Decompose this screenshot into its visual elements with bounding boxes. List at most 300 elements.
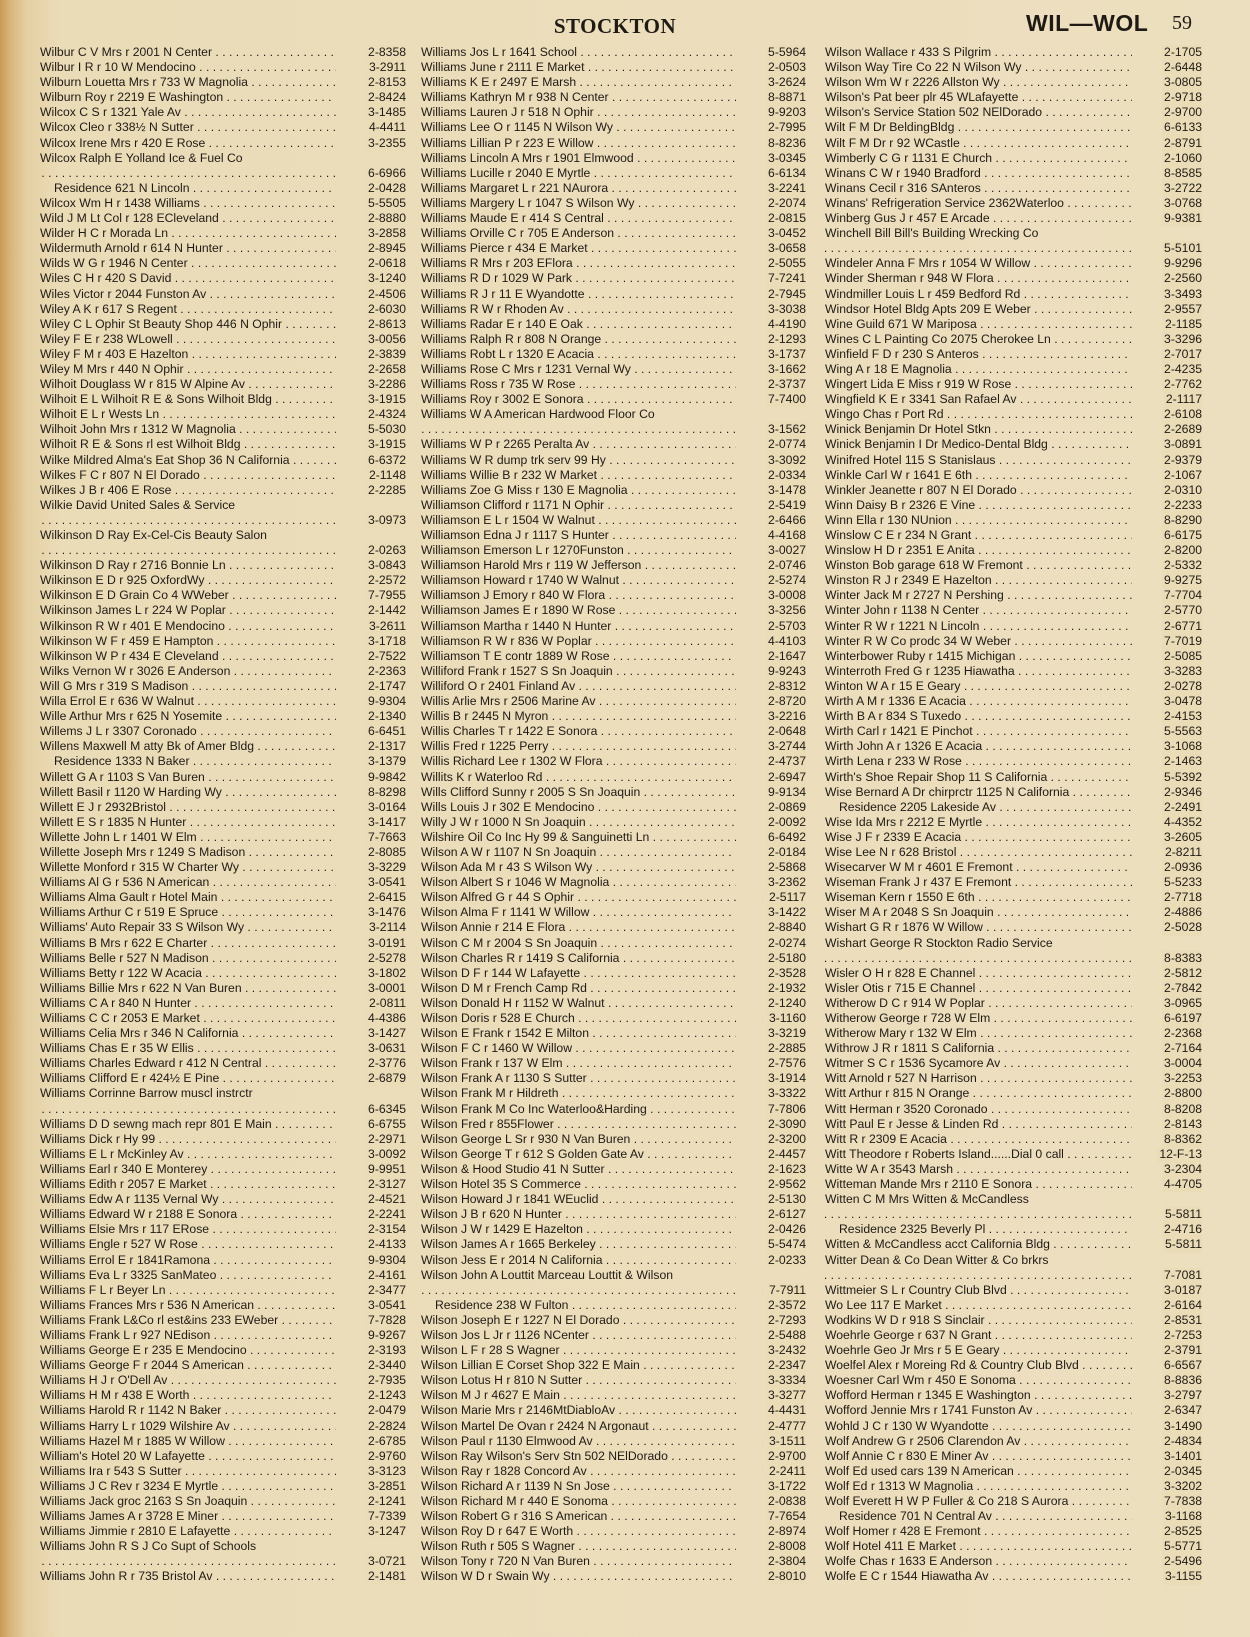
entry-listing: Woesner Carl Wm r 450 E Sonoma . . .	[825, 1373, 1132, 1388]
entry-listing: Williams Radar E r 140 E Oak . . .	[421, 317, 736, 332]
entry-listing: Williams Lucille r 2040 E Myrtle . . .	[421, 166, 736, 181]
entry-phone: 2-5085	[1164, 648, 1202, 663]
entry-phone: 2-1623	[768, 1161, 806, 1176]
directory-entry	[40, 362, 406, 377]
entry-phone: 3-1718	[368, 633, 406, 648]
entry-listing: Wilburn Roy r 2219 E Washington . . .	[40, 90, 336, 105]
entry-phone: 2-6127	[768, 1207, 806, 1222]
entry-phone: 2-5130	[768, 1192, 806, 1207]
directory-entry	[825, 317, 1202, 332]
entry-listing: Wisler O H r 828 E Channel . . .	[825, 966, 1132, 981]
entry-listing: Witt R r 2309 E Acacia . . .	[825, 1132, 1132, 1147]
entry-phone: 4-4103	[768, 633, 806, 648]
directory-entry	[825, 1388, 1202, 1403]
entry-listing: Wiles Victor r 2044 Funston Av . . .	[40, 287, 336, 302]
entry-phone: 3-0541	[368, 1297, 406, 1312]
column-1	[40, 45, 406, 1590]
directory-entry	[825, 664, 1202, 679]
directory-entry	[825, 136, 1202, 151]
entry-listing: Wilkinson W P r 434 E Cleveland . . .	[40, 649, 336, 664]
directory-entry	[825, 422, 1202, 437]
entry-phone: 4-4190	[768, 316, 806, 331]
directory-entry	[825, 437, 1202, 452]
entry-phone: 9-9267	[368, 1327, 406, 1342]
directory-entry	[421, 558, 806, 573]
entry-listing: Wirth Carl r 1421 E Pinchot . . .	[825, 724, 1132, 739]
entry-phone: 2-5770	[1164, 603, 1202, 618]
directory-entry	[40, 392, 406, 407]
entry-listing: Wilkinson E D r 925 OxfordWy . . .	[40, 573, 336, 588]
directory-entry	[421, 1177, 806, 1192]
entry-listing: Williams Arthur C r 519 E Spruce . . .	[40, 905, 336, 920]
entry-phone: 2-9562	[768, 1177, 806, 1192]
directory-entry	[825, 362, 1202, 377]
directory-entry	[825, 1403, 1202, 1418]
entry-listing: Williams Lee O r 1145 N Wilson Wy . . .	[421, 120, 736, 135]
directory-entry	[421, 483, 806, 498]
directory-entry	[421, 1403, 806, 1418]
entry-listing: Winick Benjamin I Dr Medico-Dental Bldg . . .	[825, 437, 1132, 452]
directory-entry	[825, 151, 1202, 166]
entry-phone: 3-2605	[1164, 829, 1202, 844]
entry-phone: 3-3092	[768, 452, 806, 467]
entry-phone: 2-6030	[368, 301, 406, 316]
entry-phone: 3-2286	[368, 377, 406, 392]
entry-listing: Woelfel Alex r Moreing Rd & Country Club Blvd . . .	[825, 1358, 1132, 1373]
entry-phone: 3-3277	[768, 1388, 806, 1403]
entry-phone: 8-8362	[1164, 1131, 1202, 1146]
entry-listing: Williams Frank L&Co rl est&ins 233 EWeber . . .	[40, 1313, 336, 1328]
entry-phone: 2-5419	[768, 497, 806, 512]
entry-listing: Winifred Hotel 115 S Stanislaus . . .	[825, 453, 1132, 468]
directory-entry	[40, 573, 406, 588]
directory-entry	[421, 1041, 806, 1056]
directory-entry	[421, 739, 806, 754]
directory-entry	[40, 619, 406, 634]
entry-phone: 3-2611	[368, 618, 406, 633]
entry-phone: 3-1476	[368, 905, 406, 920]
entry-listing: Williams Al G r 536 N American . . .	[40, 875, 336, 890]
entry-listing: Wilson Doris r 528 E Church . . .	[421, 1011, 736, 1026]
entry-listing: Willette Monford r 315 W Charter Wy . . .	[40, 860, 336, 875]
entry-phone: 3-3493	[1164, 286, 1202, 301]
directory-entry	[40, 1207, 406, 1222]
entry-listing: Witt Theodore r Roberts Island......Dial 0 call . . .	[825, 1147, 1132, 1162]
entry-listing: Wilson F C r 1460 W Willow . . .	[421, 1041, 736, 1056]
entry-listing: Williams Kathryn M r 938 N Center . . .	[421, 90, 736, 105]
directory-entry	[40, 1147, 406, 1162]
entry-phone: 2-1463	[1164, 754, 1202, 769]
entry-listing: Wilson Frank r 137 W Elm . . .	[421, 1056, 736, 1071]
directory-entry	[421, 437, 806, 452]
entry-phone: 2-2824	[368, 1418, 406, 1433]
entry-phone: 2-4324	[368, 407, 406, 422]
entry-listing: Williams Belle r 527 N Madison . . .	[40, 951, 336, 966]
entry-phone: 5-5964	[768, 45, 806, 59]
directory-entry	[40, 136, 406, 151]
directory-entry	[40, 75, 406, 90]
directory-entry	[825, 1539, 1202, 1554]
entry-listing: Wilhoit R E & Sons rl est Wilhoit Bldg . . .	[40, 437, 336, 452]
entry-phone: 5-5474	[768, 1237, 806, 1252]
entry-phone: 2-8424	[368, 90, 406, 105]
entry-phone: 5-5030	[368, 422, 406, 437]
entry-listing: Wirth A M r 1336 E Acacia . . .	[825, 694, 1132, 709]
entry-listing: Williams Celia Mrs r 346 N California . . .	[40, 1026, 336, 1041]
entry-listing: Wolf Annie C r 830 E Miner Av . . .	[825, 1449, 1132, 1464]
directory-entry	[421, 226, 806, 241]
directory-entry	[825, 528, 1202, 543]
directory-entry	[40, 1192, 406, 1207]
entry-phone: 2-2347	[768, 1358, 806, 1373]
entry-listing: Williams John R r 735 Bristol Av . . .	[40, 1569, 336, 1584]
entry-phone: 2-3528	[768, 965, 806, 980]
directory-entry	[40, 1524, 406, 1539]
directory-entry	[421, 1539, 806, 1554]
directory-entry	[40, 166, 406, 181]
entry-listing: Williams C A r 840 N Hunter . . .	[40, 996, 336, 1011]
directory-entry	[825, 936, 1202, 951]
directory-entry	[40, 1056, 406, 1071]
directory-entry	[421, 211, 806, 226]
directory-entry	[421, 1071, 806, 1086]
directory-entry	[825, 1162, 1202, 1177]
entry-listing	[40, 543, 336, 558]
entry-phone: 5-5771	[1164, 1539, 1202, 1554]
entry-listing: Williams Dick r Hy 99 . . .	[40, 1132, 336, 1147]
directory-entry	[825, 75, 1202, 90]
entry-phone: 3-1485	[368, 105, 406, 120]
entry-phone: 5-5101	[1164, 241, 1202, 256]
directory-entry	[421, 1011, 806, 1026]
directory-entry	[421, 1283, 806, 1298]
entry-phone: 7-7663	[368, 829, 406, 844]
directory-entry	[421, 1419, 806, 1434]
entry-phone: 9-9296	[1164, 256, 1202, 271]
directory-entry	[825, 1026, 1202, 1041]
entry-listing: Winston R J r 2349 E Hazelton . . .	[825, 573, 1132, 588]
directory-entry	[40, 860, 406, 875]
directory-entry	[421, 1237, 806, 1252]
entry-phone: 2-7762	[1164, 377, 1202, 392]
directory-entry	[40, 936, 406, 951]
entry-listing: Williams D D sewng mach repr 801 E Main . . .	[40, 1117, 336, 1132]
directory-entry	[825, 1419, 1202, 1434]
entry-phone: 2-3200	[768, 1131, 806, 1146]
entry-listing: Wild J M Lt Col r 128 ECleveland . . .	[40, 211, 336, 226]
directory-entry	[40, 302, 406, 317]
directory-entry	[825, 468, 1202, 483]
entry-listing: Winslow H D r 2351 E Anita . . .	[825, 543, 1132, 558]
entry-listing: Wilson J B r 620 N Hunter . . .	[421, 1207, 736, 1222]
entry-listing: Winter Jack M r 2727 N Pershing . . .	[825, 588, 1132, 603]
entry-listing: Wilhoit John Mrs r 1312 W Magnolia . . .	[40, 422, 336, 437]
entry-listing: Witt Herman r 3520 Coronado . . .	[825, 1102, 1132, 1117]
entry-phone: 2-3839	[368, 346, 406, 361]
entry-phone: 3-2624	[768, 75, 806, 90]
entry-listing: Williams Margaret L r 221 NAurora . . .	[421, 181, 736, 196]
entry-listing	[825, 1268, 1132, 1283]
entry-phone: 7-7400	[768, 392, 806, 407]
directory-entry	[825, 166, 1202, 181]
directory-entry	[421, 1464, 806, 1479]
entry-listing: Winkler Jeanette r 807 N El Dorado . . .	[825, 483, 1132, 498]
entry-listing: Winston Bob garage 618 W Fremont . . .	[825, 558, 1132, 573]
entry-listing: Wilson E Frank r 1542 E Milton . . .	[421, 1026, 736, 1041]
directory-entry	[825, 981, 1202, 996]
directory-entry	[421, 105, 806, 120]
entry-phone: 3-2114	[368, 920, 406, 935]
entry-phone: 2-1747	[368, 678, 406, 693]
entry-phone: 9-9203	[768, 105, 806, 120]
directory-entry	[40, 1479, 406, 1494]
directory-entry	[825, 105, 1202, 120]
entry-phone: 3-3038	[768, 301, 806, 316]
entry-listing: Williamson Harold Mrs r 119 W Jefferson . . .	[421, 558, 736, 573]
directory-entry	[421, 1253, 806, 1268]
directory-entry	[825, 890, 1202, 905]
entry-listing: Williams Roy r 3002 E Sonora . . .	[421, 392, 736, 407]
entry-listing: Residence 2205 Lakeside Av . . .	[839, 800, 1132, 815]
entry-phone: 6-6133	[1164, 120, 1202, 135]
directory-entry	[40, 105, 406, 120]
entry-listing	[825, 1207, 1132, 1222]
directory-entry	[40, 1313, 406, 1328]
entry-listing: Winter John r 1138 N Center . . .	[825, 603, 1132, 618]
entry-listing: Wilson Robert G r 316 S American . . .	[421, 1509, 736, 1524]
entry-phone: 2-7842	[1164, 980, 1202, 995]
directory-entry	[421, 815, 806, 830]
entry-phone: 4-4431	[768, 1403, 806, 1418]
directory-entry	[40, 45, 406, 60]
entry-phone: 2-6347	[1164, 1403, 1202, 1418]
entry-phone: 3-3334	[768, 1373, 806, 1388]
directory-entry	[421, 1298, 806, 1313]
directory-entry	[825, 347, 1202, 362]
directory-entry	[40, 271, 406, 286]
column-3	[825, 45, 1202, 1590]
directory-entry	[825, 1283, 1202, 1298]
entry-listing: Willis Charles T r 1422 E Sonora . . .	[421, 724, 736, 739]
entry-listing: Winter R W Co prodc 34 W Weber . . .	[825, 634, 1132, 649]
directory-entry	[40, 694, 406, 709]
directory-entry	[825, 181, 1202, 196]
entry-phone: 2-6879	[368, 1071, 406, 1086]
entry-phone: 6-6451	[368, 724, 406, 739]
entry-phone: 2-6785	[368, 1433, 406, 1448]
entry-phone: 2-3154	[368, 1222, 406, 1237]
entry-listing: Wilson Wm W r 2226 Allston Wy . . .	[825, 75, 1132, 90]
entry-listing: Wille Arthur Mrs r 625 N Yosemite . . .	[40, 709, 336, 724]
entry-phone: 2-4506	[368, 286, 406, 301]
entry-phone: 3-2432	[768, 1343, 806, 1358]
entry-phone: 2-5496	[1164, 1554, 1202, 1569]
entry-phone: 2-1442	[368, 603, 406, 618]
entry-listing: Willy J W r 1000 N Sn Joaquin . . .	[421, 815, 736, 830]
entry-phone: 2-8008	[768, 1539, 806, 1554]
entry-listing: Winder Sherman r 948 W Flora . . .	[825, 271, 1132, 286]
entry-phone: 6-6372	[368, 452, 406, 467]
entry-listing: Williams J C Rev r 3234 E Myrtle . . .	[40, 1479, 336, 1494]
directory-entry	[421, 1434, 806, 1449]
directory-entry	[825, 287, 1202, 302]
directory-entry	[40, 498, 406, 513]
entry-listing: Wilson Tony r 720 N Van Buren . . .	[421, 1554, 736, 1569]
entry-listing: Wodkins W D r 918 S Sinclair . . .	[825, 1313, 1132, 1328]
directory-entry	[421, 468, 806, 483]
directory-entry	[40, 1026, 406, 1041]
entry-listing: Williams June r 2111 E Market . . .	[421, 60, 736, 75]
entry-phone: 3-1562	[768, 422, 806, 437]
entry-phone: 2-8200	[1164, 543, 1202, 558]
entry-phone: 3-1722	[768, 1478, 806, 1493]
directory-entry	[825, 1102, 1202, 1117]
directory-entry	[40, 1388, 406, 1403]
directory-entry	[825, 1071, 1202, 1086]
entry-listing: Wolf Homer r 428 E Fremont . . .	[825, 1524, 1132, 1539]
entry-listing: Wiles C H r 420 S David . . .	[40, 271, 336, 286]
entry-listing: Witt Paul E r Jesse & Linden Rd . . .	[825, 1117, 1132, 1132]
entry-phone: 3-1427	[368, 1026, 406, 1041]
entry-listing: Wise Lee N r 628 Bristol . . .	[825, 845, 1132, 860]
directory-entry	[40, 1222, 406, 1237]
entry-phone: 8-8236	[768, 135, 806, 150]
directory-entry	[40, 226, 406, 241]
entry-phone: 3-0631	[368, 1041, 406, 1056]
entry-phone: 3-1160	[768, 1011, 806, 1025]
entry-listing: Winn Daisy B r 2326 E Vine . . .	[825, 498, 1132, 513]
entry-listing: Wohld J C r 130 W Wyandotte . . .	[825, 1419, 1132, 1434]
entry-listing: Winick Benjamin Dr Hotel Stkn . . .	[825, 422, 1132, 437]
directory-entry	[421, 679, 806, 694]
entry-phone: 3-2797	[1164, 1388, 1202, 1403]
directory-entry	[40, 1298, 406, 1313]
entry-listing: Williams Orville C r 705 E Anderson . . .	[421, 226, 736, 241]
entry-phone: 2-3572	[768, 1297, 806, 1312]
entry-listing	[40, 1102, 336, 1117]
directory-entry	[421, 362, 806, 377]
entry-listing	[421, 422, 736, 437]
entry-phone: 3-3283	[1164, 663, 1202, 678]
entry-listing: Willette John L r 1401 W Elm . . .	[40, 830, 336, 845]
directory-entry	[40, 664, 406, 679]
entry-listing: Willis Richard Lee r 1302 W Flora . . .	[421, 754, 736, 769]
entry-listing: Wilkinson James L r 224 W Poplar . . .	[40, 603, 336, 618]
entry-phone: 3-0891	[1164, 437, 1202, 452]
directory-entry	[825, 1358, 1202, 1373]
entry-phone: 3-0001	[368, 980, 406, 995]
entry-phone: 2-0869	[768, 799, 806, 814]
entry-listing: Wilson Fred r 855Flower . . .	[421, 1117, 736, 1132]
entry-listing: William's Hotel 20 W Lafayette . . .	[40, 1449, 336, 1464]
entry-listing: Williams Betty r 122 W Acacia . . .	[40, 966, 336, 981]
directory-entry	[40, 603, 406, 618]
entry-phone: 3-1422	[768, 905, 806, 920]
entry-listing: Wolf Andrew G r 2506 Clarendon Av . . .	[825, 1434, 1132, 1449]
entry-listing: Wilson Frank M r Hildreth . . .	[421, 1086, 736, 1101]
directory-entry	[421, 528, 806, 543]
directory-entry	[825, 1147, 1202, 1162]
entry-phone: 3-2355	[368, 135, 406, 150]
entry-listing: Williams H M r 438 E Worth . . .	[40, 1388, 336, 1403]
directory-entry	[421, 1207, 806, 1222]
entry-listing	[40, 513, 336, 528]
directory-entry	[825, 1237, 1202, 1252]
entry-listing: Wilson Donald H r 1152 W Walnut . . .	[421, 996, 736, 1011]
directory-entry	[825, 1373, 1202, 1388]
directory-entry	[40, 1086, 406, 1101]
entry-listing: Wofford Jennie Mrs r 1741 Funston Av . . .	[825, 1403, 1132, 1418]
entry-phone: 6-6175	[1164, 528, 1202, 542]
entry-phone: 5-5392	[1164, 769, 1202, 784]
entry-listing: Witt Arthur r 815 N Orange . . .	[825, 1086, 1132, 1101]
directory-entry	[40, 1117, 406, 1132]
directory-entry	[421, 513, 806, 528]
entry-phone: 2-9557	[1164, 301, 1202, 316]
entry-listing: Winans' Refrigeration Service 2362Waterloo . . .	[825, 196, 1132, 211]
entry-phone: 5-5563	[1164, 724, 1202, 739]
entry-listing: Williams B Mrs r 622 E Charter . . .	[40, 936, 336, 951]
directory-entry	[825, 1056, 1202, 1071]
directory-entry	[40, 1237, 406, 1252]
directory-entry	[825, 45, 1202, 60]
directory-entry	[825, 1524, 1202, 1539]
entry-phone: 2-2241	[368, 1207, 406, 1222]
entry-phone: 3-1168	[1164, 1509, 1202, 1524]
entry-listing: Wilson Richard A r 1139 N Sn Jose . . .	[421, 1479, 736, 1494]
entry-phone: 3-0004	[1164, 1056, 1202, 1071]
entry-listing: Wolf Hotel 411 E Market . . .	[825, 1539, 1132, 1554]
entry-phone: 2-0278	[1164, 678, 1202, 693]
directory-entry	[825, 1479, 1202, 1494]
entry-listing: Wolfe Chas r 1633 E Anderson . . .	[825, 1554, 1132, 1569]
directory-entry	[40, 332, 406, 347]
directory-entry	[825, 483, 1202, 498]
entry-listing: Wiley C L Ophir St Beauty Shop 446 N Ophir . . .	[40, 317, 336, 332]
entry-phone: 2-9718	[1164, 90, 1202, 105]
entry-listing: Williams Clifford E r 424½ E Pine . . .	[40, 1071, 336, 1086]
entry-phone: 9-9381	[1164, 211, 1202, 226]
entry-listing: Willis B r 2445 N Myron . . .	[421, 709, 736, 724]
entry-phone: 3-2911	[368, 60, 406, 75]
directory-entry	[40, 1403, 406, 1418]
entry-listing: Wilhoit E L r Wests Ln . . .	[40, 407, 336, 422]
entry-listing: Winton W A r 15 E Geary . . .	[825, 679, 1132, 694]
directory-entry	[421, 347, 806, 362]
entry-listing: Wine Guild 671 W Mariposa . . .	[825, 317, 1132, 332]
entry-listing: Williams W A American Hardwood Floor Co	[421, 407, 655, 422]
entry-phone: 2-0310	[1164, 482, 1202, 497]
directory-entry	[40, 1177, 406, 1192]
entry-phone: 3-2851	[368, 1478, 406, 1493]
entry-listing: Williams K E r 2497 E Marsh . . .	[421, 75, 736, 90]
directory-entry	[40, 317, 406, 332]
entry-listing: Wines C L Painting Co 2075 Cherokee Ln . . .	[825, 332, 1132, 347]
directory-entry	[40, 1343, 406, 1358]
directory-entry	[421, 1132, 806, 1147]
entry-listing: Wilson & Hood Studio 41 N Sutter . . .	[421, 1162, 736, 1177]
entry-phone: 2-0838	[768, 1494, 806, 1508]
directory-entry	[825, 996, 1202, 1011]
entry-phone: 2-2572	[368, 573, 406, 588]
directory-entry	[825, 453, 1202, 468]
directory-entry	[421, 1554, 806, 1569]
directory-entry	[40, 1132, 406, 1147]
entry-phone: 2-9700	[1164, 105, 1202, 120]
entry-listing: Wiley A K r 617 S Regent . . .	[40, 302, 336, 317]
directory-entry	[825, 1011, 1202, 1026]
entry-listing: Williams Ralph R r 808 N Orange . . .	[421, 332, 736, 347]
